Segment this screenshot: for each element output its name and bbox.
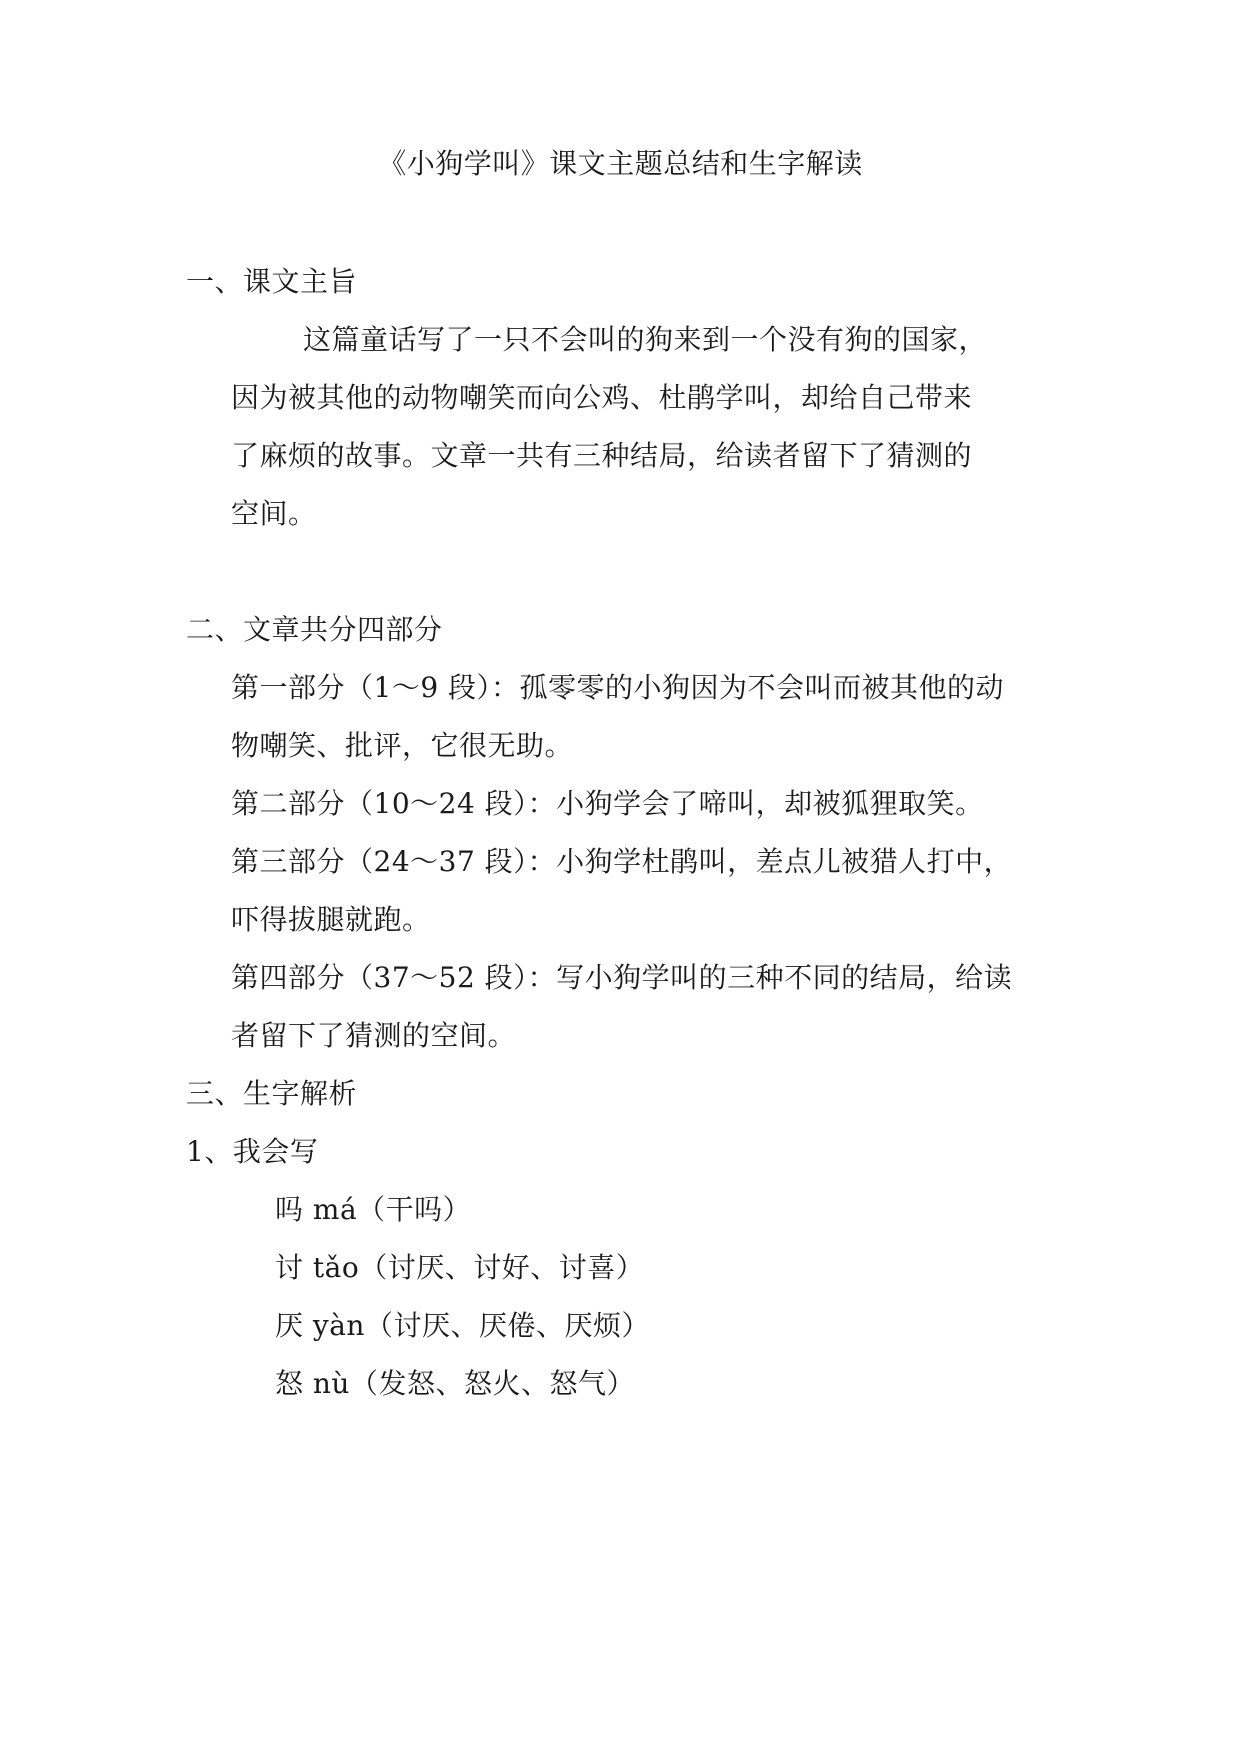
subheading-writing: 1、我会写 bbox=[186, 1135, 319, 1168]
paragraph-line: 者留下了猜测的空间。 bbox=[231, 1019, 517, 1052]
paragraph-line: 了麻烦的故事。文章一共有三种结局，给读者留下了猜测的 bbox=[231, 439, 973, 472]
paragraph-line: 第一部分（1～9 段）：孤零零的小狗因为不会叫而被其他的动 bbox=[231, 671, 1005, 704]
paragraph-line: 第三部分（24～37 段）：小狗学杜鹃叫，差点儿被猎人打中， bbox=[231, 845, 1013, 878]
paragraph-line: 空间。 bbox=[231, 497, 317, 530]
paragraph-line: 第四部分（37～52 段）：写小狗学叫的三种不同的结局，给读 bbox=[231, 961, 1013, 994]
character-entry: 怒 nù（发怒、怒火、怒气） bbox=[275, 1367, 635, 1400]
character-entry: 讨 tǎo（讨厌、讨好、讨喜） bbox=[275, 1251, 645, 1284]
paragraph-line: 物嘲笑、批评，它很无助。 bbox=[231, 729, 574, 762]
paragraph-line: 第二部分（10～24 段）：小狗学会了啼叫，却被狐狸取笑。 bbox=[231, 787, 984, 820]
section-heading-structure: 二、文章共分四部分 bbox=[186, 613, 443, 646]
character-entry: 厌 yàn（讨厌、厌倦、厌烦） bbox=[275, 1309, 650, 1342]
character-entry: 吗 má（干吗） bbox=[275, 1193, 472, 1226]
page-title: 《小狗学叫》课文主题总结和生字解读 bbox=[378, 147, 863, 180]
section-heading-main-idea: 一、课文主旨 bbox=[186, 265, 358, 298]
section-heading-characters: 三、生字解析 bbox=[186, 1077, 358, 1110]
paragraph-line: 这篇童话写了一只不会叫的狗来到一个没有狗的国家， bbox=[303, 323, 988, 356]
paragraph-line: 因为被其他的动物嘲笑而向公鸡、杜鹃学叫，却给自己带来 bbox=[231, 381, 973, 414]
paragraph-line: 吓得拔腿就跑。 bbox=[231, 903, 431, 936]
